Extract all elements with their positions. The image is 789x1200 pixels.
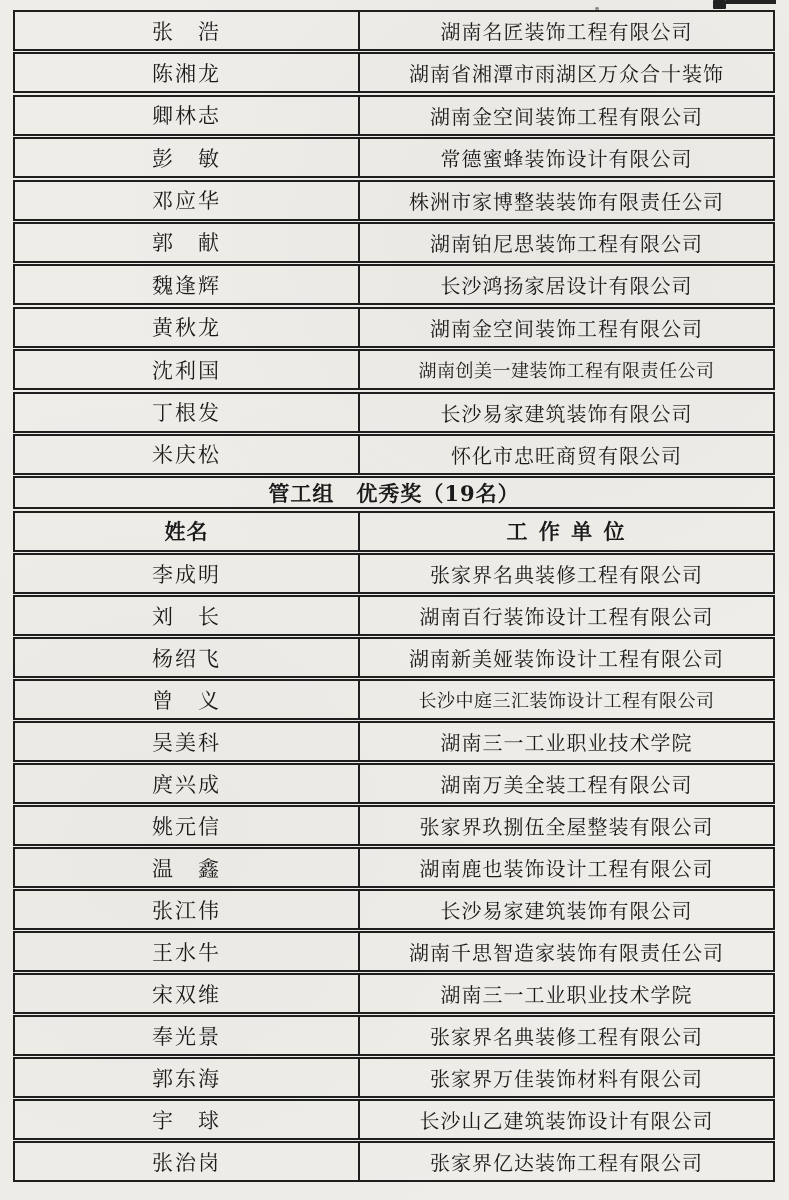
unit-cell: 怀化市忠旺商贸有限公司	[451, 443, 682, 468]
name-cell: 王水牛	[15, 933, 360, 970]
unit-cell: 张家界名典装修工程有限公司	[430, 1025, 703, 1050]
name-cell: 杨绍飞	[15, 639, 360, 676]
table-row	[13, 95, 775, 136]
name-cell: 姚元信	[15, 807, 360, 844]
name-cell: 米庆松	[15, 436, 360, 473]
unit-cell: 长沙中庭三汇装饰设计工程有限公司	[418, 690, 715, 712]
name-cell: 张江伟	[15, 891, 360, 928]
unit-cell: 湖南金空间装饰工程有限公司	[430, 104, 703, 129]
section-title-row	[13, 476, 775, 509]
unit-cell: 张家界万佳装饰材料有限公司	[430, 1067, 703, 1092]
table-row	[13, 595, 775, 636]
name-cell: 张治岗	[15, 1143, 360, 1180]
unit-cell: 湖南百行装饰设计工程有限公司	[419, 605, 714, 630]
name-cell: 陈湘龙	[15, 54, 360, 91]
table-row	[13, 1057, 775, 1098]
unit-cell: 湖南万美全装工程有限公司	[440, 773, 693, 798]
unit-cell: 长沙山乙建筑装饰设计有限公司	[419, 1109, 714, 1134]
table-row	[13, 1099, 775, 1140]
name-column-header: 姓名	[15, 513, 360, 550]
unit-cell: 长沙易家建筑装饰有限公司	[440, 899, 693, 924]
table-row	[13, 721, 775, 762]
table-row	[13, 222, 775, 263]
unit-cell: 张家界玖捌伍全屋整装有限公司	[419, 815, 714, 840]
unit-cell: 张家界亿达装饰工程有限公司	[430, 1151, 703, 1176]
column-header-row	[13, 511, 775, 552]
section-title: 管工组 优秀奖（19名）	[268, 480, 520, 506]
name-cell: 彭 敏	[15, 139, 360, 176]
unit-cell: 湖南鹿也装饰设计工程有限公司	[419, 857, 714, 882]
table-row	[13, 973, 775, 1014]
carpenter-group-continued-rows	[13, 10, 775, 475]
name-cell: 张 浩	[15, 12, 360, 49]
table-row	[13, 847, 775, 888]
name-cell: 黄秋龙	[15, 309, 360, 346]
unit-cell: 湖南千思智造家装饰有限责任公司	[409, 941, 724, 966]
scan-artifact-dash	[726, 0, 776, 4]
table-row	[13, 1141, 775, 1182]
unit-cell: 湖南省湘潭市雨湖区万众合十装饰	[409, 62, 724, 87]
table-row	[13, 52, 775, 93]
table-row	[13, 931, 775, 972]
award-table	[13, 10, 775, 1183]
unit-cell: 湖南三一工业职业技术学院	[440, 731, 693, 756]
table-row	[13, 637, 775, 678]
table-row	[13, 553, 775, 594]
name-cell: 奉光景	[15, 1017, 360, 1054]
unit-cell: 长沙鸿扬家居设计有限公司	[440, 274, 693, 299]
unit-cell: 张家界名典装修工程有限公司	[430, 563, 703, 588]
scan-artifact-blob	[713, 0, 726, 9]
unit-cell: 常德蜜蜂装饰设计有限公司	[440, 147, 693, 172]
table-row	[13, 679, 775, 720]
table-row	[13, 889, 775, 930]
table-row	[13, 434, 775, 475]
table-row	[13, 1015, 775, 1056]
name-cell: 刘 长	[15, 597, 360, 634]
name-cell: 沈利国	[15, 351, 360, 388]
unit-cell: 湖南名匠装饰工程有限公司	[440, 20, 693, 44]
unit-cell: 长沙易家建筑装饰有限公司	[440, 401, 693, 426]
table-row	[13, 137, 775, 178]
name-cell: 李成明	[15, 555, 360, 592]
unit-cell: 湖南铂尼思装饰工程有限公司	[430, 231, 703, 256]
unit-column-header: 工 作 单 位	[506, 519, 627, 545]
name-cell: 郭东海	[15, 1059, 360, 1096]
unit-cell: 湖南创美一建装饰工程有限责任公司	[418, 360, 715, 382]
table-row	[13, 805, 775, 846]
name-cell: 丁根发	[15, 394, 360, 431]
name-cell: 邓应华	[15, 182, 360, 219]
name-cell: 宇 球	[15, 1101, 360, 1138]
name-cell: 魏逢辉	[15, 266, 360, 303]
table-row	[13, 307, 775, 348]
table-row	[13, 392, 775, 433]
unit-cell: 株洲市家博整装装饰有限责任公司	[409, 189, 724, 214]
name-cell: 郭 献	[15, 224, 360, 261]
unit-cell: 湖南新美娅装饰设计工程有限公司	[409, 647, 724, 672]
name-cell: 庹兴成	[15, 765, 360, 802]
table-row	[13, 763, 775, 804]
name-cell: 曾 义	[15, 681, 360, 718]
name-cell: 吴美科	[15, 723, 360, 760]
name-cell: 温 鑫	[15, 849, 360, 886]
table-row	[13, 10, 775, 51]
unit-cell: 湖南三一工业职业技术学院	[440, 983, 693, 1008]
name-cell: 卿林志	[15, 97, 360, 134]
pipefitter-group-rows	[13, 553, 775, 1182]
name-cell: 宋双维	[15, 975, 360, 1012]
unit-cell: 湖南金空间装饰工程有限公司	[430, 316, 703, 341]
table-row	[13, 180, 775, 221]
table-row	[13, 264, 775, 305]
table-row	[13, 349, 775, 390]
